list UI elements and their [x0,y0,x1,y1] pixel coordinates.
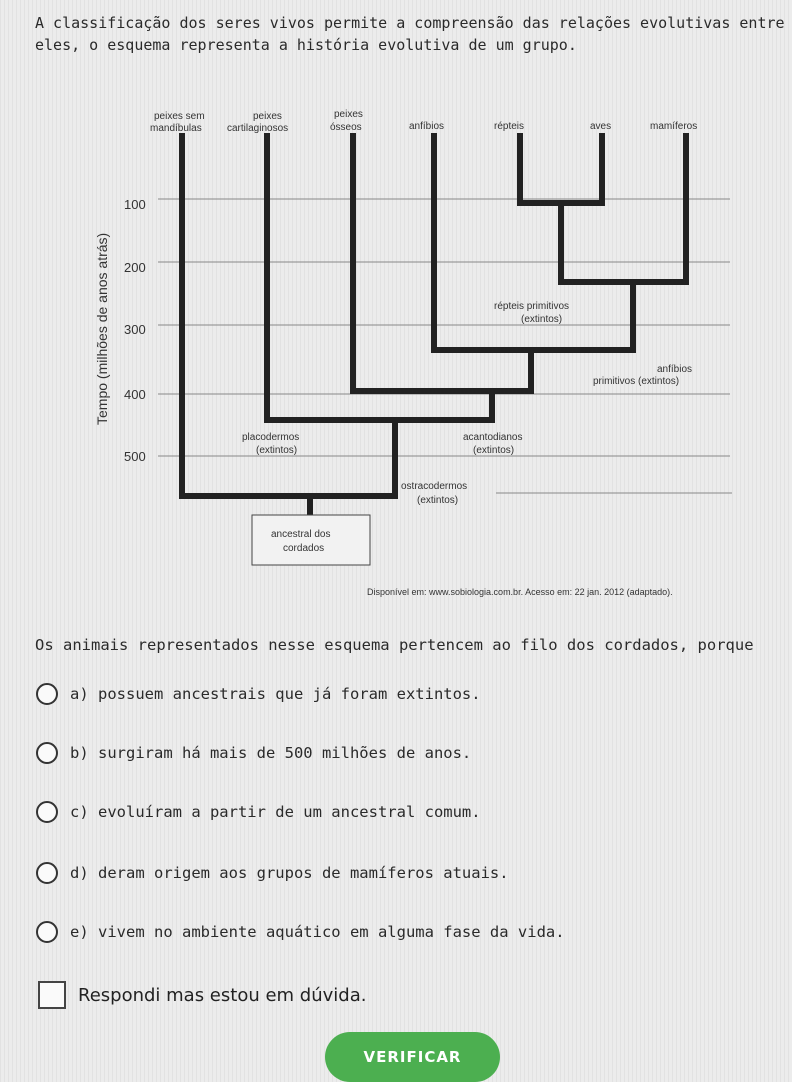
option-c[interactable] [36,797,481,827]
label-anfibios-primitivos-2: primitivos (extintos) [593,376,680,387]
y-axis-label: Tempo (milhões de anos atrás) [94,232,110,425]
option-e[interactable] [36,917,565,947]
radio-icon[interactable] [36,683,58,705]
option-c-label: c) evoluíram a partir de um ancestral comum. [70,803,481,821]
label-peixes-cartilaginosos-2: cartilaginosos [227,123,289,134]
tick-400: 400 [124,387,146,402]
question-text: A classificação dos seres vivos permite a compreensão das relações evolutivas entre eles, o esquema representa a história evolutiva de um grupo. [35,14,785,54]
label-peixes-cartilaginosos-1: peixes [253,111,282,122]
label-ancestral-2: cordados [283,543,325,554]
label-peixes-osseos-1: peixes [334,109,363,120]
label-acantodianos-2: (extintos) [473,445,515,456]
label-mamiferos: mamíferos [650,121,698,132]
option-d[interactable] [36,858,509,888]
tick-300: 300 [124,322,146,337]
radio-icon[interactable] [36,801,58,823]
label-anfibios-primitivos-1: anfíbios [657,364,693,375]
option-b-label: b) surgiram há mais de 500 milhões de anos. [70,744,472,762]
tick-500: 500 [124,449,146,464]
option-d-label: d) deram origem aos grupos de mamíferos atuais. [70,864,509,882]
label-placodermos-2: (extintos) [256,445,298,456]
label-ancestral-1: ancestral dos [271,529,331,540]
label-peixes-sem-mandibulas-2: mandíbulas [150,123,202,134]
label-acantodianos-1: acantodianos [463,432,523,443]
source-note: Disponível em: www.sobiologia.com.br. Acesso em: 22 jan. 2012 (adaptado). [367,587,673,597]
doubt-label: Respondi mas estou em dúvida. [78,984,367,1006]
option-e-label: e) vivem no ambiente aquático em alguma fase da vida. [70,923,565,941]
radio-icon[interactable] [36,862,58,884]
option-b[interactable] [36,738,471,768]
label-repteis-primitivos-2: (extintos) [521,314,563,325]
label-aves: aves [590,121,612,132]
label-ostracodermos-2: (extintos) [417,495,459,506]
label-peixes-osseos-2: ósseos [330,122,362,133]
label-peixes-sem-mandibulas-1: peixes sem [154,111,205,122]
doubt-checkbox-row[interactable] [38,980,366,1010]
option-a-label: a) possuem ancestrais que já foram extintos. [70,685,481,703]
label-anfibios: anfíbios [409,121,445,132]
label-ostracodermos-1: ostracodermos [401,481,468,492]
checkbox-icon[interactable] [38,981,66,1009]
label-placodermos-1: placodermos [242,432,300,443]
radio-icon[interactable] [36,742,58,764]
option-a[interactable] [36,679,481,709]
label-repteis: répteis [494,121,525,132]
label-repteis-primitivos-1: répteis primitivos [494,301,570,312]
tick-100: 100 [124,197,146,212]
verify-button[interactable]: VERIFICAR [325,1032,500,1082]
question-stem: Os animais representados nesse esquema pertencem ao filo dos cordados, porque [35,636,754,654]
radio-icon[interactable] [36,921,58,943]
tick-200: 200 [124,260,146,275]
